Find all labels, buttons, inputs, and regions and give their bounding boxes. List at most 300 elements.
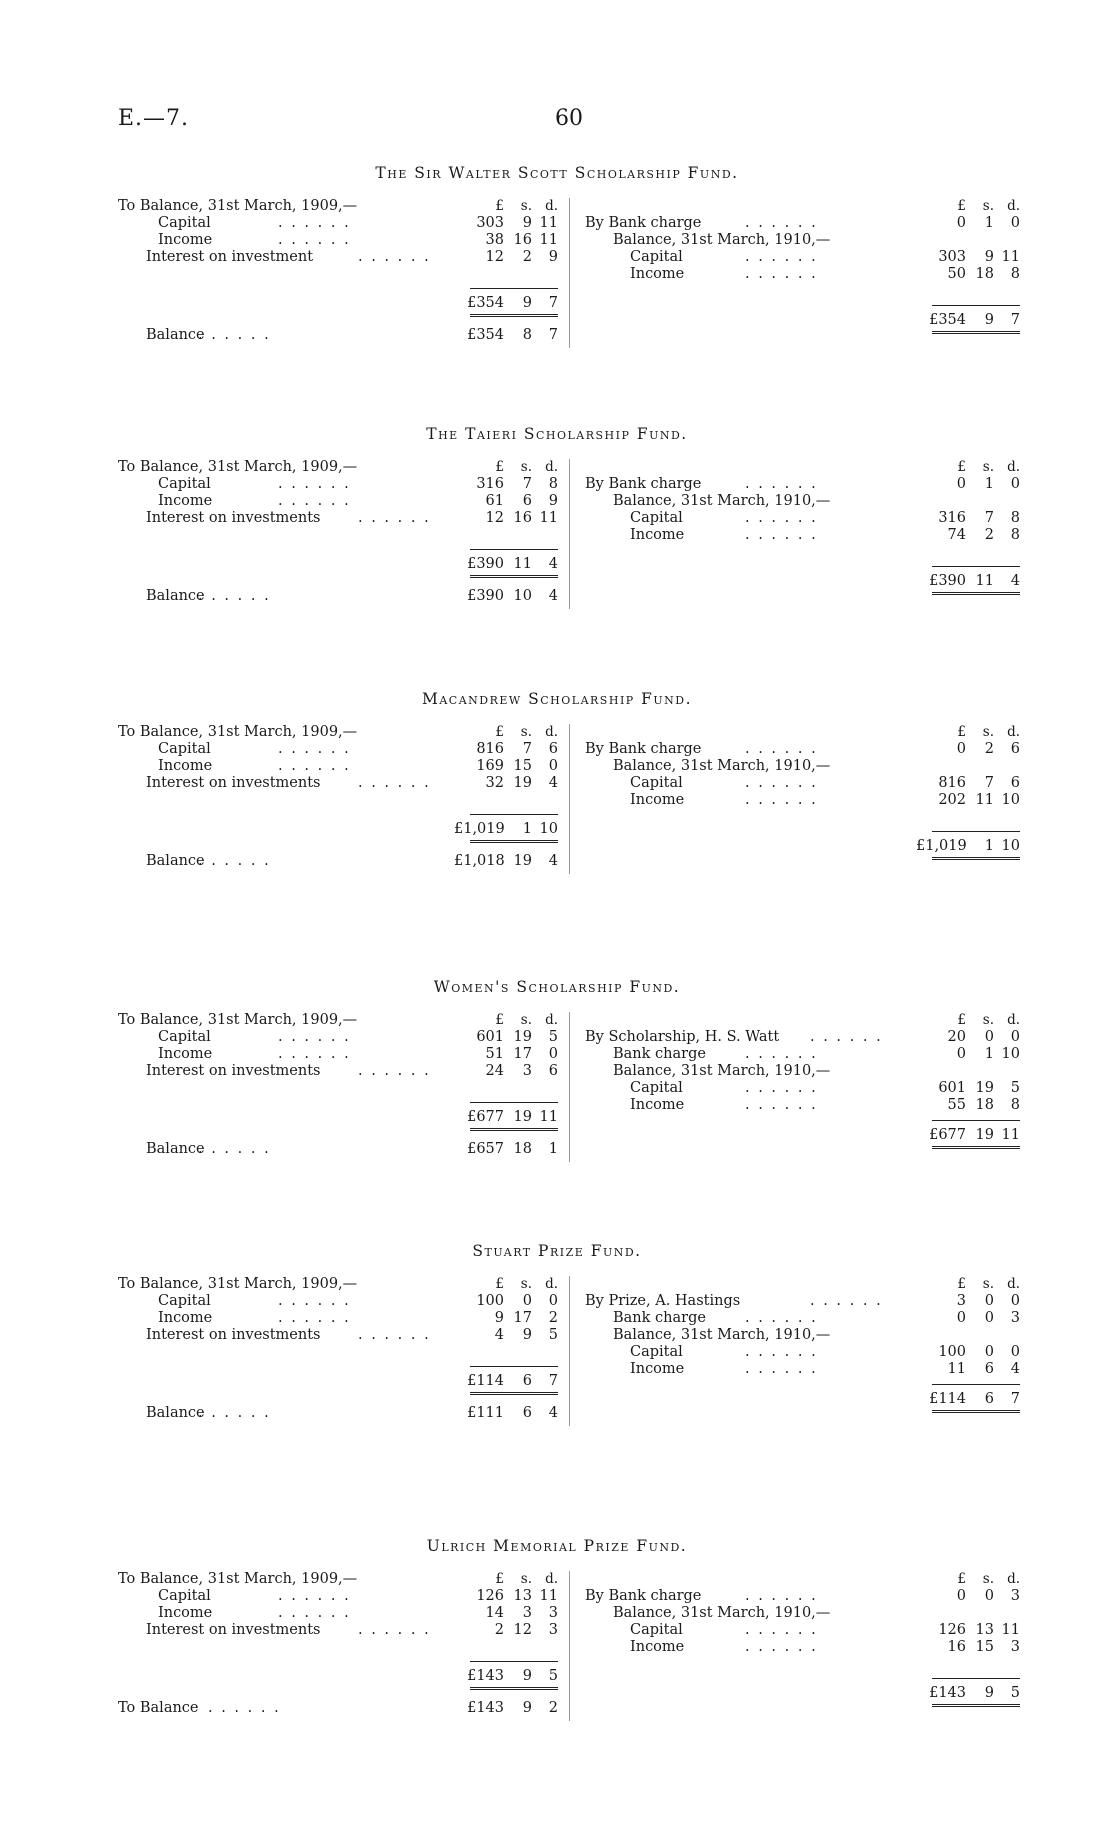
shillings: s. [520,198,532,214]
row-label: To Balance, 31st March, 1909,— [118,1571,358,1587]
pence: 2 [548,1310,558,1326]
shillings: 18 [975,1097,994,1113]
shillings: 17 [513,1046,532,1062]
shillings: s. [982,459,994,475]
shillings: 9 [522,1327,532,1343]
shillings: 12 [513,1622,532,1638]
column-divider [569,724,570,874]
ledger-row [118,476,558,493]
ledger-row [118,510,558,527]
pounds: £ [957,198,966,214]
pounds: 32 [485,775,504,791]
total-double-rule [932,331,1020,334]
row-amount [910,1622,1020,1639]
currency-header [910,459,1020,476]
pence: 8 [1010,266,1020,282]
total-rule-top [470,814,558,815]
leader-dots: . . . . . . [198,853,271,869]
ledger-row [585,1310,1020,1327]
pounds: £354 [467,327,504,343]
total-amount [910,1391,1020,1408]
row-label: Balance [146,588,205,604]
pounds: 12 [485,249,504,265]
total-rule-top [932,305,1020,306]
total-double-rule [932,592,1020,595]
pence: 3 [548,1622,558,1638]
pence: 8 [1010,527,1020,543]
shillings: 15 [975,1639,994,1655]
ledger-row [585,1063,1020,1080]
shillings: 19 [975,1080,994,1096]
pounds: 4 [494,1327,504,1343]
pounds: £111 [467,1405,504,1421]
fund-title: Women's Scholarship Fund. [433,978,681,996]
pence: 3 [548,1605,558,1621]
pounds: 0 [956,215,966,231]
pence: 5 [548,1029,558,1045]
total-amount [910,838,1020,855]
shillings: s. [520,459,532,475]
currency-header [448,459,558,476]
row-label: Income [158,493,213,509]
pence: 4 [548,1405,558,1421]
pounds: 11 [947,1361,966,1377]
shillings: 19 [513,1109,532,1125]
shillings: s. [520,724,532,740]
shillings: 6 [984,1361,994,1377]
total-row [118,821,558,838]
pence: d. [545,1012,558,1028]
pounds: £114 [929,1391,966,1407]
shillings: 16 [513,510,532,526]
row-amount [448,510,558,527]
pounds: 38 [485,232,504,248]
shillings: 0 [984,1293,994,1309]
fund-title: The Taieri Scholarship Fund. [426,425,688,443]
row-label: Capital [630,1080,683,1096]
debit-column [118,724,558,870]
row-amount [448,249,558,266]
pence: 7 [548,1373,558,1389]
row-amount [910,215,1020,232]
pence: 5 [1010,1685,1020,1701]
ledger-row [585,1080,1020,1097]
pounds: 51 [485,1046,504,1062]
leader-dots: . . . . . . [278,758,351,774]
shillings: 7 [522,476,532,492]
row-label: Income [630,527,685,543]
pence: 6 [548,1063,558,1079]
total-double-rule [932,857,1020,860]
pence: 4 [1010,573,1020,589]
currency-header [910,724,1020,741]
total-row [585,838,1020,855]
shillings: 0 [984,1310,994,1326]
leader-dots: . . . . . . [745,1097,818,1113]
pence: 7 [1010,1391,1020,1407]
row-label: Income [630,1097,685,1113]
pence: d. [545,724,558,740]
pounds: 24 [485,1063,504,1079]
row-label: To Balance, 31st March, 1909,— [118,1012,358,1028]
pounds: 2 [494,1622,504,1638]
row-label: By Prize, A. Hastings [585,1293,741,1309]
leader-dots: . . . . . . [745,1361,818,1377]
pence: 10 [1001,792,1020,808]
row-label: Capital [158,1029,211,1045]
shillings: 11 [975,792,994,808]
credit-column [585,724,1020,860]
pence: 0 [1010,1344,1020,1360]
total-amount [910,1127,1020,1144]
shillings: 19 [513,853,532,869]
total-row [118,1373,558,1390]
ledger-row [118,1310,558,1327]
leader-dots: . . . . . . [278,1046,351,1062]
balance-amount [448,588,558,605]
shillings: 0 [522,1293,532,1309]
shillings: 2 [984,527,994,543]
balance-amount [448,1700,558,1717]
shillings: 9 [522,1700,532,1716]
row-label: Capital [630,510,683,526]
credit-column [585,198,1020,334]
row-label: To Balance, 31st March, 1909,— [118,724,358,740]
row-label: Balance [146,327,205,343]
total-amount [910,573,1020,590]
pence: 0 [1010,1293,1020,1309]
row-amount [448,1293,558,1310]
row-amount [448,1046,558,1063]
shillings: s. [520,1012,532,1028]
ledger-row [585,527,1020,544]
column-divider [569,198,570,348]
pounds: 816 [938,775,966,791]
pounds: 316 [476,476,504,492]
balance-intro-row [118,1276,558,1293]
total-row [585,1391,1020,1408]
row-amount [448,1622,558,1639]
row-label: Income [158,232,213,248]
row-amount [448,1310,558,1327]
total-row [118,1109,558,1126]
shillings: 1 [522,821,532,837]
row-label: Interest on investments [146,775,321,791]
row-amount [910,1588,1020,1605]
pounds: 0 [956,476,966,492]
row-amount [448,1063,558,1080]
total-double-rule [932,1146,1020,1149]
total-amount [448,1668,558,1685]
ledger-row [585,1327,1020,1344]
pence: 7 [1010,312,1020,328]
leader-dots: . . . . . . [278,215,351,231]
pence: d. [1007,459,1020,475]
pounds: £677 [929,1127,966,1143]
pounds: £657 [467,1141,504,1157]
currency-header [910,198,1020,215]
row-amount [448,758,558,775]
pence: 0 [548,1293,558,1309]
row-amount [448,232,558,249]
total-row [585,312,1020,329]
total-double-rule [470,1687,558,1690]
row-amount [910,1310,1020,1327]
pence: d. [545,459,558,475]
total-rule-top [470,1661,558,1662]
currency-header [448,1276,558,1293]
pounds: 316 [938,510,966,526]
total-rule-top [470,1366,558,1367]
shillings: 2 [522,249,532,265]
row-amount [448,1327,558,1344]
column-divider [569,1571,570,1721]
pounds: 202 [938,792,966,808]
currency-header [910,1571,1020,1588]
balance-row [118,1405,558,1422]
currency-header-row [585,1276,1020,1293]
pounds: 100 [938,1344,966,1360]
shillings: 19 [975,1127,994,1143]
pounds: £ [495,1012,504,1028]
row-amount [910,1344,1020,1361]
spacer [118,1080,558,1102]
leader-dots: . . . . . . [745,527,818,543]
row-label: Income [630,1639,685,1655]
leader-dots: . . . . . . [745,1080,818,1096]
ledger-row [585,1639,1020,1656]
credit-column [585,459,1020,595]
pounds: £143 [467,1668,504,1684]
row-label: By Bank charge [585,741,702,757]
debit-column [118,198,558,344]
row-label: Capital [158,1293,211,1309]
row-amount [910,510,1020,527]
row-label: Capital [630,775,683,791]
pounds: 50 [947,266,966,282]
pounds: 816 [476,741,504,757]
leader-dots: . . . . . . [198,588,271,604]
ledger-row [585,232,1020,249]
row-amount [448,1605,558,1622]
shillings: 2 [984,741,994,757]
currency-header [448,1012,558,1029]
pence: 11 [539,232,558,248]
row-amount [910,1080,1020,1097]
row-amount [448,775,558,792]
spacer [118,527,558,549]
pounds: 16 [947,1639,966,1655]
shillings: 0 [984,1588,994,1604]
spacer [118,792,558,814]
ledger-row [118,493,558,510]
total-rule-top [932,1678,1020,1679]
row-label: Income [158,1310,213,1326]
leader-dots: . . . . . . [745,775,818,791]
pounds: 0 [956,1310,966,1326]
pounds: £143 [467,1700,504,1716]
row-label: Balance [146,1141,205,1157]
row-label: By Bank charge [585,476,702,492]
ledger-row [585,775,1020,792]
pounds: 20 [947,1029,966,1045]
pence: 11 [539,215,558,231]
row-label: Income [630,1361,685,1377]
pence: 11 [539,1109,558,1125]
total-amount [448,295,558,312]
row-label: Capital [158,741,211,757]
shillings: 1 [984,476,994,492]
ledger-row [585,758,1020,775]
row-label: Balance [146,853,205,869]
total-amount [448,556,558,573]
pounds: £390 [467,556,504,572]
currency-header [910,1012,1020,1029]
fund-title: Stuart Prize Fund. [472,1242,642,1260]
spacer [585,283,1020,305]
shillings: 16 [513,232,532,248]
pence: 10 [539,821,558,837]
shillings: 19 [513,1029,532,1045]
pounds: 9 [494,1310,504,1326]
debit-column [118,1571,558,1717]
ledger-row [118,232,558,249]
leader-dots: . . . . . . [278,741,351,757]
row-label: Balance, 31st March, 1910,— [613,1605,831,1621]
shillings: 9 [984,249,994,265]
shillings: 6 [984,1391,994,1407]
row-amount [910,527,1020,544]
currency-header-row [585,1012,1020,1029]
pounds: £1,018 [454,853,505,869]
balance-row [118,588,558,605]
total-rule-top [932,831,1020,832]
balance-intro-row [118,198,558,215]
ledger-row [585,249,1020,266]
ledger-row [118,1622,558,1639]
row-label: By Bank charge [585,1588,702,1604]
pounds: £1,019 [454,821,505,837]
pence: d. [1007,724,1020,740]
pence: 3 [1010,1588,1020,1604]
pounds: 303 [938,249,966,265]
leader-dots: . . . . . . [278,1310,351,1326]
pence: 8 [1010,1097,1020,1113]
pounds: £354 [929,312,966,328]
leader-dots: . . . . . . [208,1700,281,1716]
row-amount [910,249,1020,266]
pounds: 61 [485,493,504,509]
balance-row [118,853,558,870]
pence: 6 [1010,741,1020,757]
pence: d. [1007,198,1020,214]
ledger-row [118,215,558,232]
pence: 0 [1010,215,1020,231]
ledger-row [585,1046,1020,1063]
ledger-row [585,215,1020,232]
row-amount [910,775,1020,792]
total-amount [448,1373,558,1390]
leader-dots: . . . . . . [745,741,818,757]
currency-header-row [585,459,1020,476]
pounds: 126 [476,1588,504,1604]
fund-title: Macandrew Scholarship Fund. [421,690,693,708]
pounds: £ [957,1012,966,1028]
pence: 6 [1010,775,1020,791]
balance-row [118,1700,558,1717]
balance-amount [448,1141,558,1158]
spacer [118,266,558,288]
total-double-rule [470,840,558,843]
row-label: Capital [630,1622,683,1638]
leader-dots: . . . . . . [745,1344,818,1360]
row-label: Balance [146,1405,205,1421]
spacer [118,1344,558,1366]
currency-header [448,198,558,215]
pence: 7 [548,327,558,343]
ledger-row [585,1029,1020,1046]
leader-dots: . . . . . . [358,1622,431,1638]
row-amount [910,1046,1020,1063]
credit-column [585,1012,1020,1149]
shillings: 6 [522,493,532,509]
pence: 5 [1010,1080,1020,1096]
leader-dots: . . . . . . [198,1405,271,1421]
currency-header [910,1276,1020,1293]
currency-header-row [585,1571,1020,1588]
row-label: Income [158,1046,213,1062]
leader-dots: . . . . . . [745,1310,818,1326]
shillings: 11 [975,573,994,589]
row-label: Bank charge [613,1310,706,1326]
pounds: 12 [485,510,504,526]
page-number: 60 [555,106,583,131]
leader-dots: . . . . . . [745,1639,818,1655]
leader-dots: . . . . . . [745,792,818,808]
total-double-rule [470,575,558,578]
pence: 4 [548,853,558,869]
leader-dots: . . . . . . [198,1141,271,1157]
pence: 1 [548,1141,558,1157]
row-label: Balance, 31st March, 1910,— [613,493,831,509]
pounds: £677 [467,1109,504,1125]
leader-dots: . . . . . . [278,1293,351,1309]
shillings: 3 [522,1605,532,1621]
row-label: Capital [158,215,211,231]
shillings: 6 [522,1373,532,1389]
row-label: Bank charge [613,1046,706,1062]
row-label: By Bank charge [585,215,702,231]
row-amount [910,1293,1020,1310]
row-amount [448,476,558,493]
pence: 9 [548,493,558,509]
spacer [585,1656,1020,1678]
shillings: s. [982,1571,994,1587]
spacer [585,544,1020,566]
spacer [585,809,1020,831]
shillings: 9 [522,215,532,231]
shillings: 10 [513,588,532,604]
leader-dots: . . . . . . [745,249,818,265]
pounds: £ [495,724,504,740]
ledger-row [585,510,1020,527]
total-row [585,1127,1020,1144]
ledger-row [118,1293,558,1310]
pounds: 601 [476,1029,504,1045]
leader-dots: . . . . . . [358,1327,431,1343]
pence: 11 [539,510,558,526]
total-double-rule [932,1410,1020,1413]
